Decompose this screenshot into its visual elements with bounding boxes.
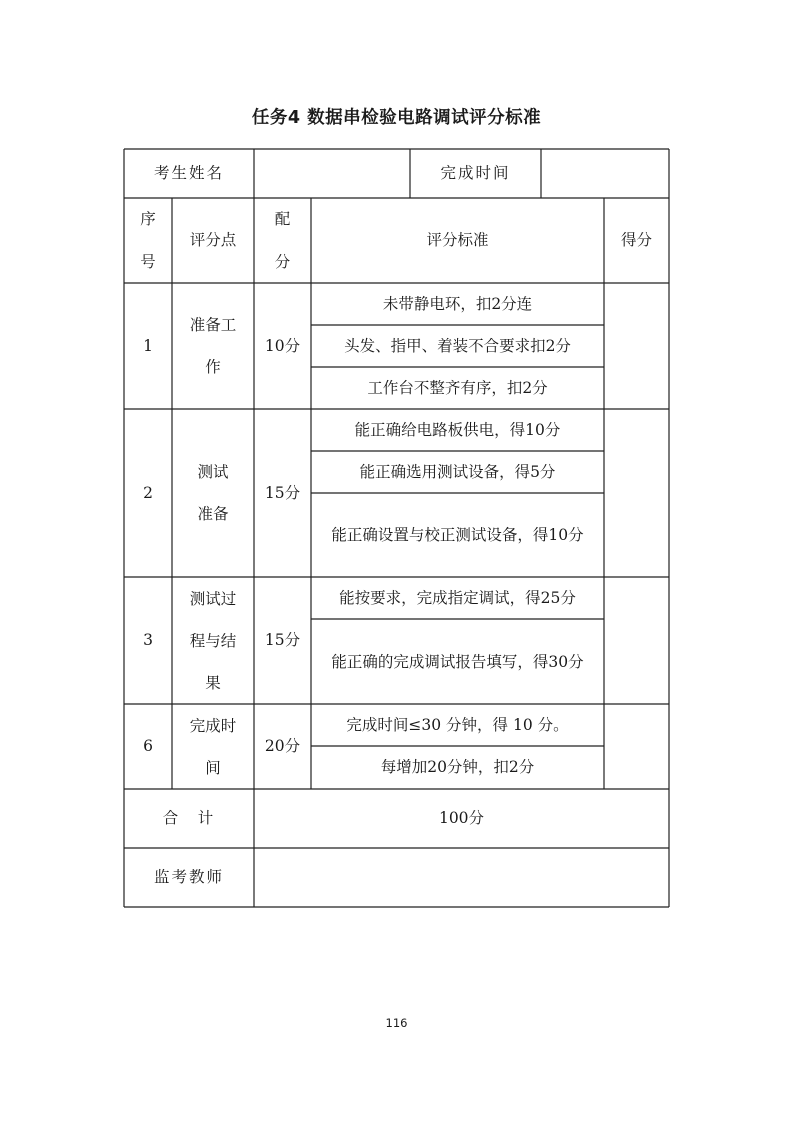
row-3-criterion-2: 能正确的完成调试报告填写，得30分	[331, 652, 584, 671]
row-2-criterion-3: 能正确设置与校正测试设备，得10分	[331, 526, 584, 544]
total-value: 100分	[438, 809, 485, 827]
row-2-criterion-2: 能正确选用测试设备，得5分	[359, 462, 556, 481]
row-3-points: 15分	[264, 631, 301, 649]
column-header-score: 得分	[620, 231, 652, 249]
completion-time-label: 完成时间	[440, 164, 511, 182]
column-header-points: 配分	[274, 209, 291, 271]
row-4-criterion-2: 每增加20分钟，扣2分	[380, 758, 535, 776]
invigilator-field[interactable]	[254, 848, 669, 907]
invigilator-label: 监考教师	[153, 868, 224, 886]
row-4-score-field[interactable]	[604, 704, 669, 789]
total-label: 合 计	[162, 809, 216, 827]
page-number: 116	[385, 1016, 408, 1030]
row-4-points: 20分	[264, 737, 301, 755]
row-1-criterion-2: 头发、指甲、着装不合要求扣2分	[344, 336, 571, 355]
row-2-score-field[interactable]	[604, 409, 669, 577]
row-2-points: 15分	[264, 483, 301, 502]
row-1-score-field[interactable]	[604, 283, 669, 409]
row-3-score-field[interactable]	[604, 577, 669, 704]
row-1-index: 1	[143, 336, 153, 355]
row-2-index: 2	[143, 483, 153, 502]
row-1-criterion-3: 工作台不整齐有序，扣2分	[367, 378, 548, 397]
row-3-item: 测试过程与结果	[189, 589, 237, 692]
row-1-points: 10分	[264, 336, 301, 355]
row-2-criterion-1: 能正确给电路板供电，得10分	[354, 420, 561, 439]
completion-time-field[interactable]	[541, 149, 669, 198]
row-4-index: 6	[143, 737, 153, 755]
candidate-name-field[interactable]	[254, 149, 410, 198]
row-4-item: 完成时间	[189, 716, 237, 777]
column-header-criteria: 评分标准	[426, 231, 489, 249]
page-title: 任务4 数据串检验电路调试评分标准	[251, 108, 542, 128]
row-1-criterion-1: 未带静电环，扣2分连	[382, 294, 533, 313]
candidate-name-label: 考生姓名	[153, 164, 224, 182]
row-2-item: 测试准备	[197, 463, 229, 523]
row-1-item: 准备工作	[189, 316, 237, 376]
column-header-item: 评分点	[189, 231, 237, 249]
row-3-index: 3	[143, 631, 153, 649]
row-4-criterion-1: 完成时间≤30 分钟，得 10 分。	[346, 715, 569, 734]
column-header-index: 序号	[140, 209, 156, 271]
row-3-criterion-1: 能按要求，完成指定调试，得25分	[339, 588, 576, 607]
